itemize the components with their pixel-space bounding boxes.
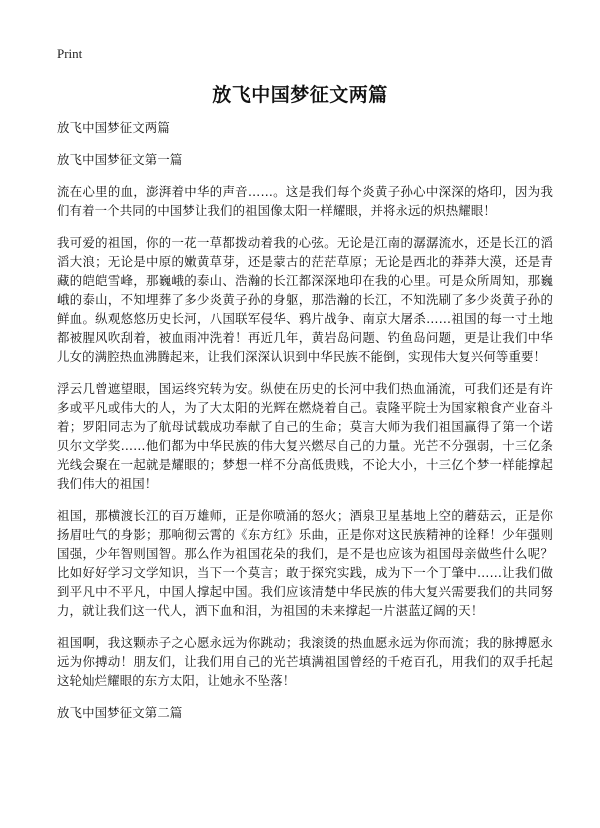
section-1-heading: 放飞中国梦征文第一篇 xyxy=(57,152,183,167)
page-title: 放飞中国梦征文两篇 xyxy=(212,84,388,106)
subtitle: 放飞中国梦征文两篇 xyxy=(57,120,170,135)
paragraph: 流在心里的血，澎湃着中华的声音……。这是我们每个炎黄子孙心中深深的烙印，因为我们有着一个共同的中国梦让我们的祖国像太阳一样耀眼，并将永远的炽热耀眼！ xyxy=(57,184,553,218)
paragraph: 祖国，那横渡长江的百万雄师，正是你喷涌的怒火；酒泉卫星基地上空的蘑菇云，正是你扬眉吐气的身影；那响彻云霄的《东方红》乐曲，正是你对这民族精神的诠释！少年强则国强，少年智则国智。那么作为祖国花朵的我们，是不是也应该为祖国母亲做些什么呢？比如好好学习文学知识，当下一个莫言；敢于探究实践，成为下一个丁肇中……让我们做到平凡中不平凡，中国人撑起中国。我们应该清楚中华民族的伟大复兴需要我们的共同努力，就让我们这一代人，洒下血和泪，为祖国的未来撑起一片湛蓝辽阔的天！ xyxy=(57,508,553,618)
paragraph: 浮云几曾遮望眼，国运终究转为安。纵使在历史的长河中我们热血涌流，可我们还是有许多或平凡或伟大的人，为了大太阳的光辉在燃烧着自己。袁隆平院士为国家粮食产业奋斗着；罗阳同志为了航母试载成功奉献了自己的生命；莫言大师为我们祖国赢得了第一个诺贝尔文学奖……他们都为中华民族的伟大复兴燃尽自己的力量。光芒不分强弱，十三亿条光线会聚在一起就是耀眼的；梦想一样不分高低贵贱，不论大小，十三亿个梦一样能撑起我们伟大的祖国！ xyxy=(57,381,553,491)
paragraph: 我可爱的祖国，你的一花一草都拨动着我的心弦。无论是江南的潺潺流水，还是长江的滔滔大浪；无论是中原的嫩黄草芽，还是蒙古的茫茫草原；无论是西北的莽莽大漠，还是青藏的皑皑雪峰，那巍峨的泰山、浩瀚的长江都深深地印在我的心里。可是众所周知，那巍峨的泰山，不知埋葬了多少炎黄子孙的身躯，那浩瀚的长江，不知洗刷了多少炎黄子孙的鲜血。纵观悠悠历史长河，八国联军侵华、鸦片战争、南京大屠杀……祖国的每一寸土地都被腥风吹刮着，被血雨冲洗着！再近几年，黄岩岛问题、钓鱼岛问题，更是让我们中华儿女的满腔热血沸腾起来，让我们深深认识到中华民族不能倒，实现伟大复兴何等重要！ xyxy=(57,235,553,364)
print-link[interactable]: Print xyxy=(57,46,83,61)
article-body xyxy=(57,118,553,735)
section-2-heading: 放飞中国梦征文第二篇 xyxy=(57,705,183,720)
paragraph: 祖国啊，我这颗赤子之心愿永远为你跳动；我滚烫的热血愿永远为你而流；我的脉搏愿永远为你搏动！朋友们，让我们用自己的光芒填满祖国曾经的千疮百孔，用我们的双手托起这轮灿烂耀眼的东方太阳，让她永不坠落！ xyxy=(57,635,553,688)
